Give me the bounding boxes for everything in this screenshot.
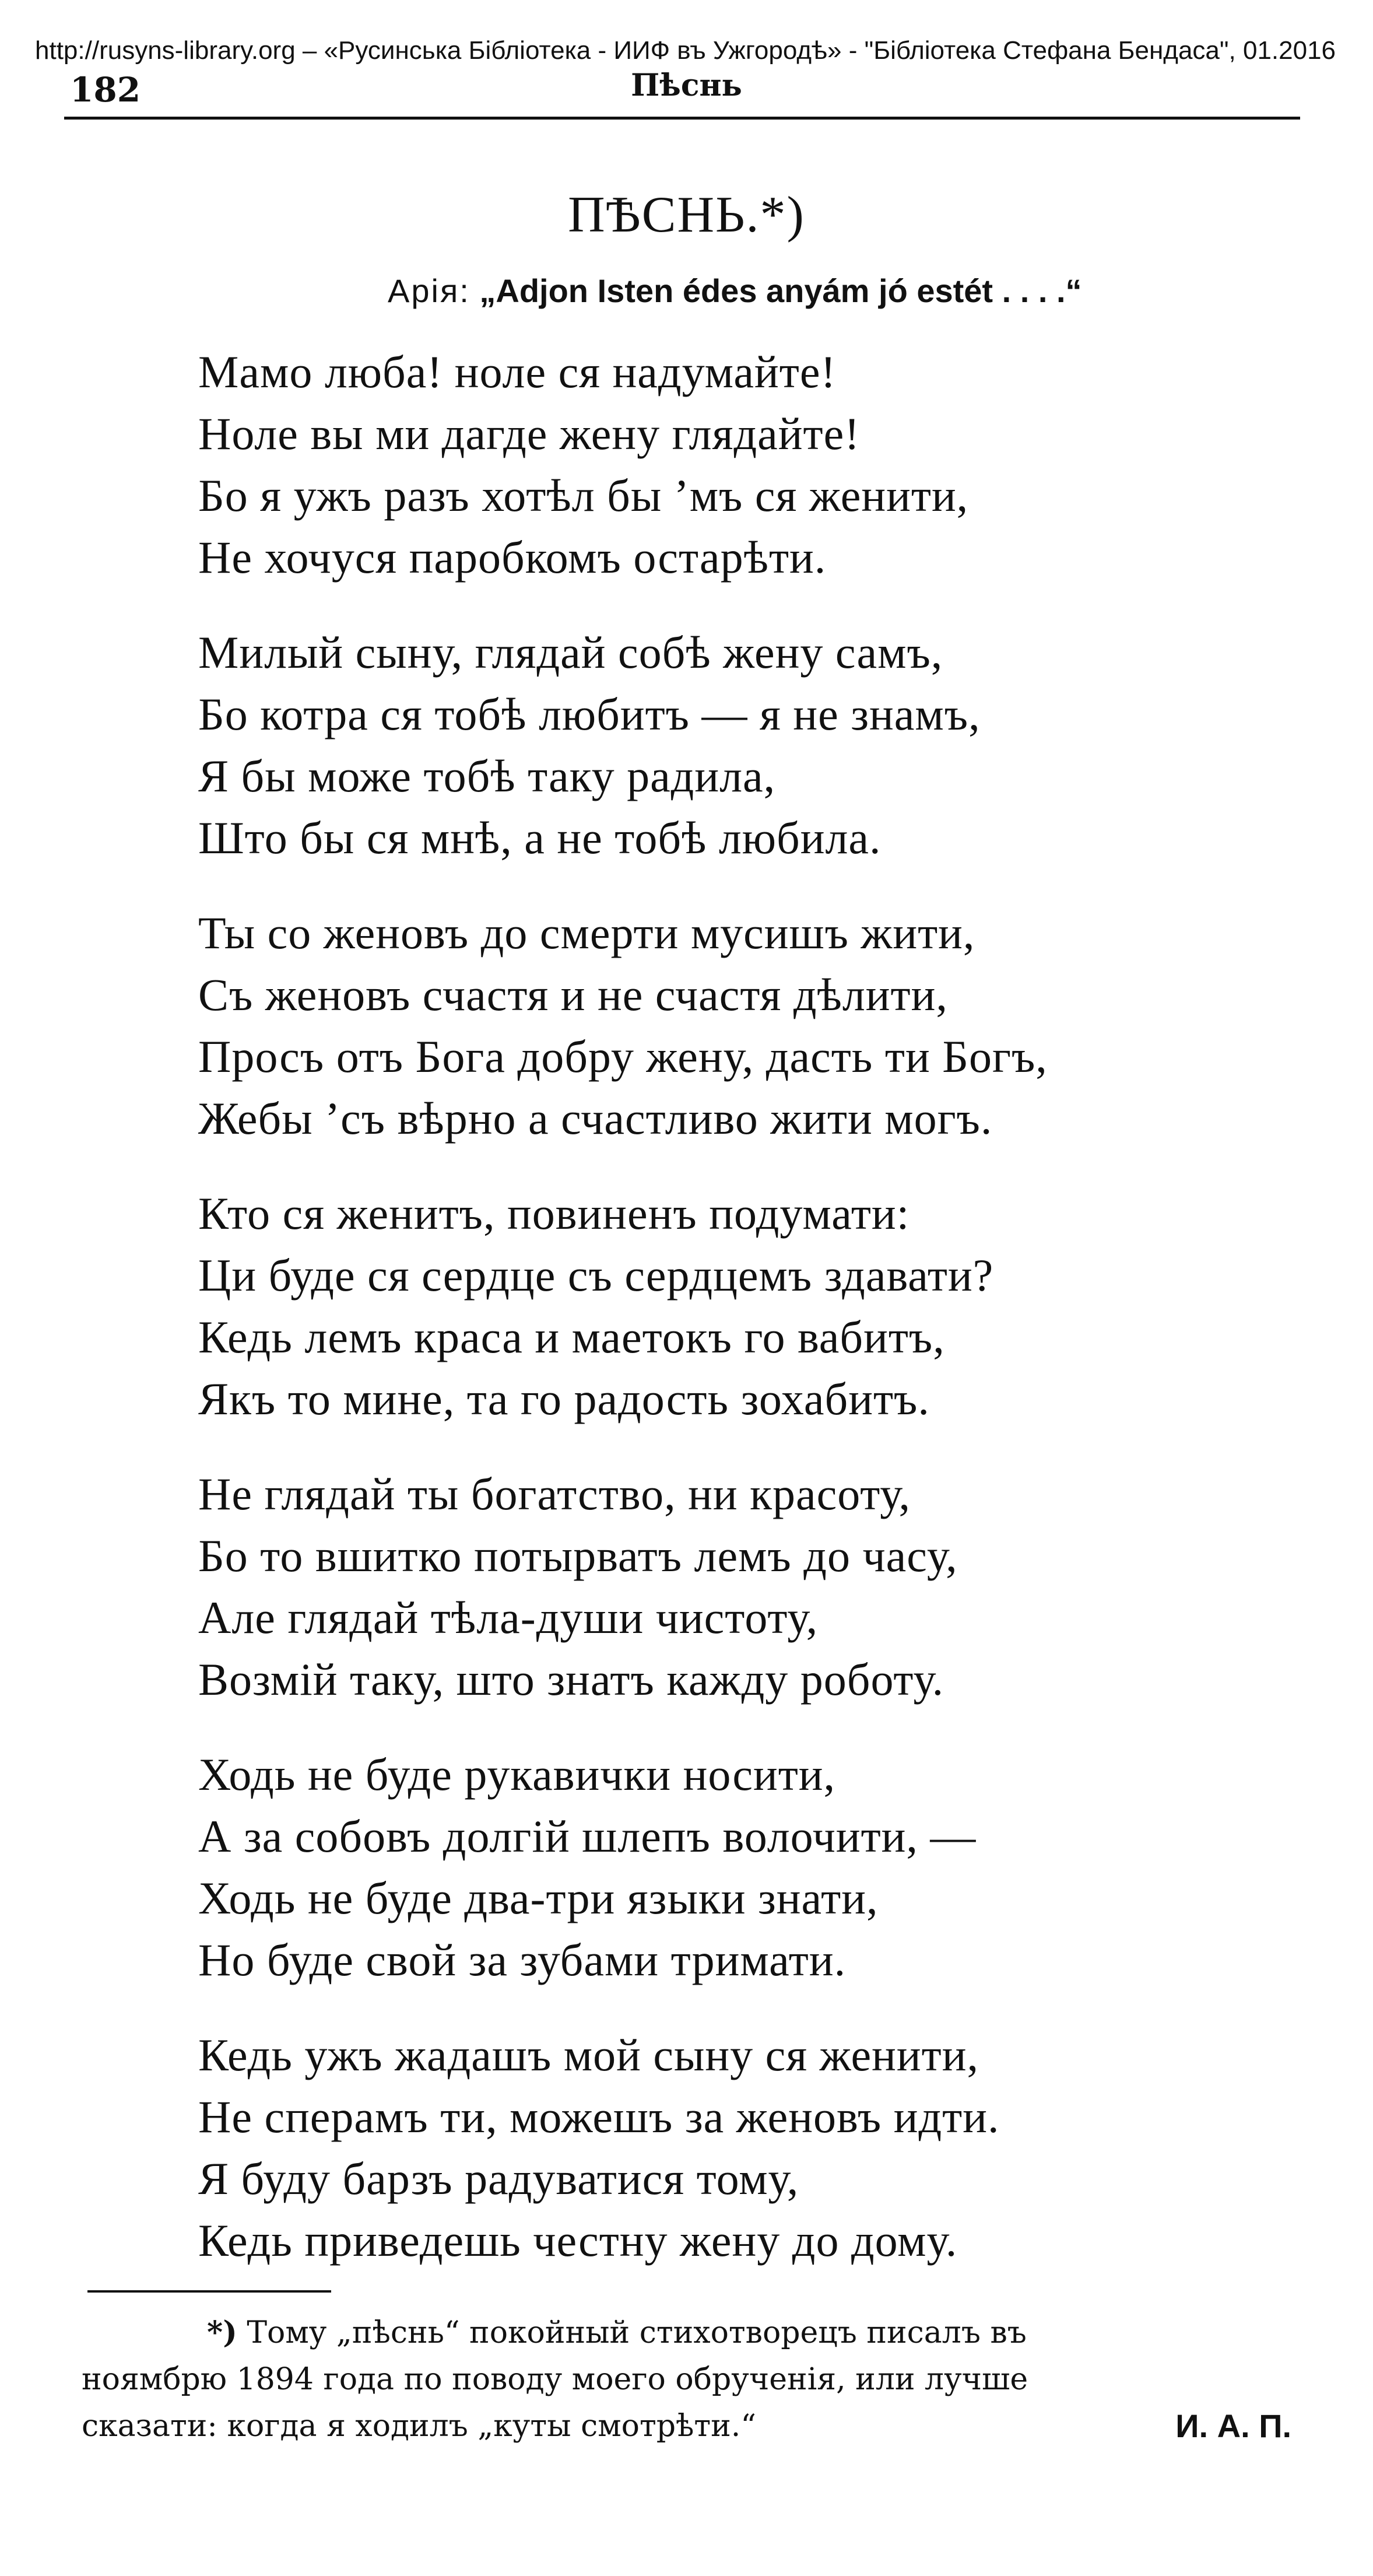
footnote-line (82, 2309, 1294, 2356)
verse-line: Ходь не буде рукавички носити, (198, 1749, 836, 1800)
verse-line: Кто ся женитъ, повиненъ подумати: (198, 1188, 910, 1239)
verse-line: Я буду барзъ радуватися тому, (198, 2153, 799, 2204)
verse-line: Ноле вы ми дагде жену глядайте! (198, 408, 861, 459)
verse-line: Не хочуся паробкомъ остарѣти. (198, 532, 827, 583)
footnote-line: ноямбрю 1894 года по поводу моего обрученія, или лучше (82, 2362, 1028, 2397)
footnote-rule (87, 2290, 331, 2293)
stanza-5 (198, 1463, 1048, 1711)
verse-line: Бо то вшитко потырватъ лемъ до часу, (198, 1530, 958, 1581)
header-rule (64, 117, 1300, 120)
verse-line: Не глядай ты богатство, ни красоту, (198, 1469, 911, 1519)
aria-melody: „Adjon Isten édes anyám jó estét . . . .“ (479, 272, 1082, 309)
verse-line: Мамо люба! ноле ся надумайте! (198, 346, 837, 397)
footnote-signature: И. А. П. (1175, 2407, 1291, 2444)
verse-line: Ци буде ся сердце съ сердцемъ здавати? (198, 1250, 994, 1301)
verse-line: Возмій таку, што знатъ кажду роботу. (198, 1654, 944, 1705)
footnote (82, 2309, 1294, 2449)
verse-line: Але глядай тѣла-души чистоту, (198, 1592, 819, 1643)
verse-line: Жебы ’съ вѣрно а счастливо жити могъ. (198, 1093, 993, 1144)
footnote-line: сказати: когда я ходилъ „куты смотрѣти.“ (82, 2409, 756, 2444)
verse-line: Якъ то мине, та го радость зохабитъ. (198, 1373, 930, 1424)
verse-line: Кедь приведешь честну жену до дому. (198, 2215, 958, 2266)
verse-line: Бо котра ся тобѣ любитъ — я не знамъ, (198, 689, 981, 739)
verse-line: Милый сыну, глядай собѣ жену самъ, (198, 627, 943, 678)
aria-line (388, 272, 1082, 310)
verse-line: Ходь не буде два-три языки знати, (198, 1873, 879, 1923)
verse-line: Не сперамъ ти, можешъ за женовъ идти. (198, 2091, 1000, 2142)
verse-line: Што бы ся мнѣ, а не тобѣ любила. (198, 812, 882, 863)
poem-title: ПѢСНЬ.*) (568, 187, 805, 243)
stanza-4 (198, 1183, 1048, 1430)
stanza-1 (198, 341, 1048, 588)
verse-line: Просъ отъ Бога добру жену, дасть ти Богъ, (198, 1031, 1048, 1082)
verse-line: Я бы може тобѣ таку радила, (198, 751, 776, 801)
footnote-text: Тому „пѣснь“ покойный стихотворецъ писалъ въ (247, 2315, 1027, 2350)
verse-line: Бо я ужъ разъ хотѣл бы ’мъ ся женити, (198, 470, 969, 521)
verse-line: А за собовъ долгій шлепъ волочити, — (198, 1811, 977, 1862)
verse-line: Съ женовъ счастя и не счастя дѣлити, (198, 969, 948, 1020)
footnote-mark: *) (207, 2315, 237, 2350)
poem-body (198, 341, 1048, 2305)
source-url: http://rusyns-library.org – «Русинська Бібліотека - ИИФ въ Ужгородѣ» - "Бібліотека Стефана Бендаса", 01.2016 (35, 36, 1336, 65)
stanza-2 (198, 622, 1048, 869)
aria-label: Арія: (388, 272, 470, 309)
verse-line: Кедь ужъ жадашъ мой сыну ся женити, (198, 2030, 979, 2080)
stanza-3 (198, 902, 1048, 1149)
verse-line: Но буде свой за зубами тримати. (198, 1934, 847, 1985)
stanza-6 (198, 1744, 1048, 1991)
stanza-7 (198, 2024, 1048, 2272)
verse-line: Кедь лемъ краса и маетокъ го вабитъ, (198, 1312, 945, 1362)
running-title: Пѣснь (631, 68, 742, 103)
page-number: 182 (70, 70, 141, 110)
verse-line: Ты со женовъ до смерти мусишъ жити, (198, 907, 975, 958)
